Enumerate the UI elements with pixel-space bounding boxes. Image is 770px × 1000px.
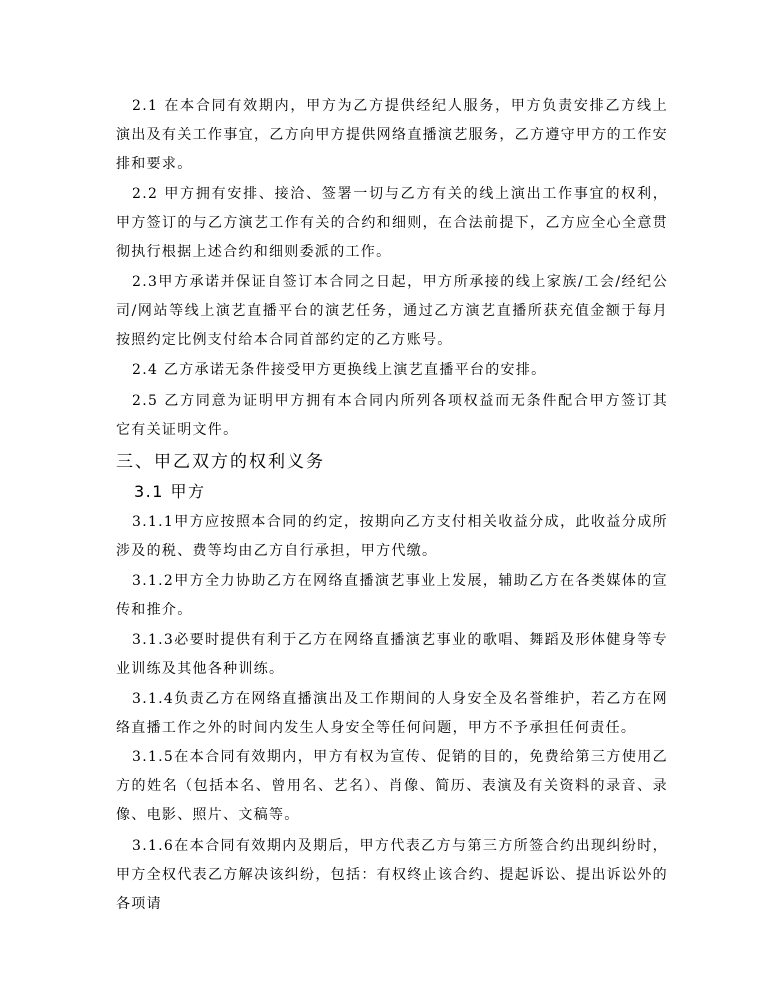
clause-2-4: 2.4 乙方承诺无条件接受甲方更换线上演艺直播平台的安排。 xyxy=(132,362,547,378)
section-heading: 三、甲乙双方的权利义务 xyxy=(116,452,325,472)
clause-3-1-4: 3.1.4负责乙方在网络直播演出及工作期间的人身安全及名誉维护，若乙方在网络直播工作之外的时间内发生人身安全等任何问题，甲方不予承担任何责任。 xyxy=(116,691,668,736)
clause-3-1-6: 3.1.6在本合同有效期内及期后，甲方代表乙方与第三方所签合约出现纠纷时，甲方全权代表乙方解决该纠纷，包括：有权终止该合约、提起诉讼、提出诉讼外的各项请 xyxy=(116,838,668,912)
clause-3-1-5: 3.1.5在本合同有效期内，甲方有权为宣传、促销的目的，免费给第三方使用乙方的姓名（包括本名、曾用名、艺名）、肖像、简历、表演及有关资料的录音、录像、电影、照片、文稿等。 xyxy=(116,749,668,823)
clause-3-1-2: 3.1.2甲方全力协助乙方在网络直播演艺事业上发展，辅助乙方在各类媒体的宣传和推介。 xyxy=(116,573,668,618)
clause-2-1: 2.1 在本合同有效期内，甲方为乙方提供经纪人服务，甲方负责安排乙方线上演出及有关工作事宜，乙方向甲方提供网络直播演艺服务，乙方遵守甲方的工作安排和要求。 xyxy=(116,98,668,172)
clause-3-1-1: 3.1.1甲方应按照本合同的约定，按期向乙方支付相关收益分成，此收益分成所涉及的税、费等均由乙方自行承担，甲方代缴。 xyxy=(116,514,668,559)
clause-2-3: 2.3甲方承诺并保证自签订本合同之日起，甲方所承接的线上家族/工会/经纪公司/网站等线上演艺直播平台的演艺任务，通过乙方演艺直播所获充值金额于每月按照约定比例支付给本合同首部约定的乙方账号。 xyxy=(116,274,668,348)
clause-2-5: 2.5 乙方同意为证明甲方拥有本合同内所列各项权益而无条件配合甲方签订其它有关证明文件。 xyxy=(116,393,668,438)
clause-3-1-3: 3.1.3必要时提供有利于乙方在网络直播演艺事业的歌唱、舞蹈及形体健身等专业训练及其他各种训练。 xyxy=(116,632,668,677)
subsection-heading: 3.1 甲方 xyxy=(134,482,206,501)
clause-2-2: 2.2 甲方拥有安排、接洽、签署一切与乙方有关的线上演出工作事宜的权利，甲方签订的与乙方演艺工作有关的合约和细则，在合法前提下，乙方应全心全意贯彻执行根据上述合约和细则委派的工作。 xyxy=(116,186,668,260)
